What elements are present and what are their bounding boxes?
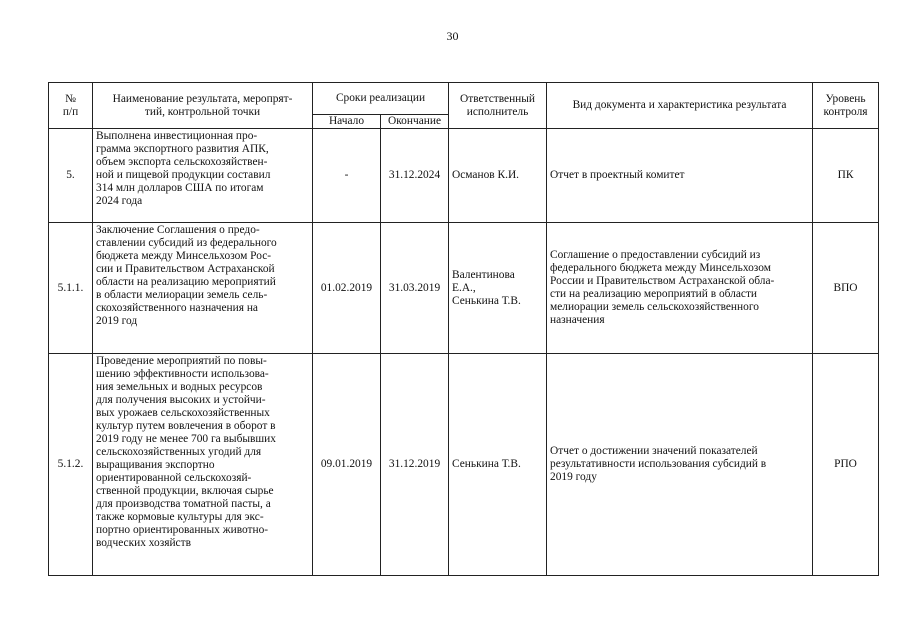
results-table: [48, 82, 879, 576]
start-date: -: [313, 129, 381, 223]
document-type: Соглашение о предоставлении субсидий из федерального бюджета между Минсельхозом России и Правительством Астраханской обла- сти на реализацию мероприятий в области мелиорации земель сельскохозяйственного назначения: [547, 223, 813, 354]
header-period: Сроки реализации: [313, 83, 449, 115]
header-responsible: Ответственный исполнитель: [449, 83, 547, 129]
control-level: РПО: [813, 354, 879, 576]
table-header-row: [49, 83, 879, 115]
page-number: 30: [446, 29, 459, 43]
result-name: Заключение Соглашения о предо- ставлении субсидий из федерального бюджета между Минсельхозом Рос- сии и Правительством Астраханской области на реализацию мероприятий в области мелиорации земель сель- скохозяйственного назначения на 2019 год: [93, 223, 313, 354]
header-number: № п/п: [49, 83, 93, 129]
table-row: [49, 354, 879, 576]
control-level: ВПО: [813, 223, 879, 354]
responsible: Сенькина Т.В.: [449, 354, 547, 576]
start-date: 01.02.2019: [313, 223, 381, 354]
result-name: Проведение мероприятий по повы- шению эффективности использова- ния земельных и водных ресурсов для получения высоких и устойчи- вых урожаев сельскохозяйственных культур путем вовлечения в оборот в 2019 году не менее 700 га выбывших сельскохозяйственных угодий для выращивания экспортно ориентированной сельскохозяй- ственной продукции, включая сырье для производства томатной пасты, а также кормовые культуры для экс- портно ориентированных животно- водческих хозяйств: [93, 354, 313, 576]
document-type: Отчет в проектный комитет: [547, 129, 813, 223]
end-date: 31.12.2024: [381, 129, 449, 223]
end-date: 31.12.2019: [381, 354, 449, 576]
header-document-type: Вид документа и характеристика результата: [547, 83, 813, 129]
table-row: [49, 223, 879, 354]
row-number: 5.1.1.: [49, 223, 93, 354]
end-date: 31.03.2019: [381, 223, 449, 354]
header-start: Начало: [313, 115, 381, 129]
control-level: ПК: [813, 129, 879, 223]
result-name: Выполнена инвестиционная про- грамма экспортного развития АПК, объем экспорта сельскохозяйствен- ной и пищевой продукции составил 314 млн долларов США по итогам 2024 года: [93, 129, 313, 223]
start-date: 09.01.2019: [313, 354, 381, 576]
responsible: Османов К.И.: [449, 129, 547, 223]
table-row: [49, 129, 879, 223]
header-control-level: Уровень контроля: [813, 83, 879, 129]
row-number: 5.: [49, 129, 93, 223]
header-result-name: Наименование результата, меропрят- тий, контрольной точки: [93, 83, 313, 129]
document-type: Отчет о достижении значений показателей результативности использования субсидий в 2019 году: [547, 354, 813, 576]
responsible: Валентинова Е.А., Сенькина Т.В.: [449, 223, 547, 354]
header-end: Окончание: [381, 115, 449, 129]
row-number: 5.1.2.: [49, 354, 93, 576]
